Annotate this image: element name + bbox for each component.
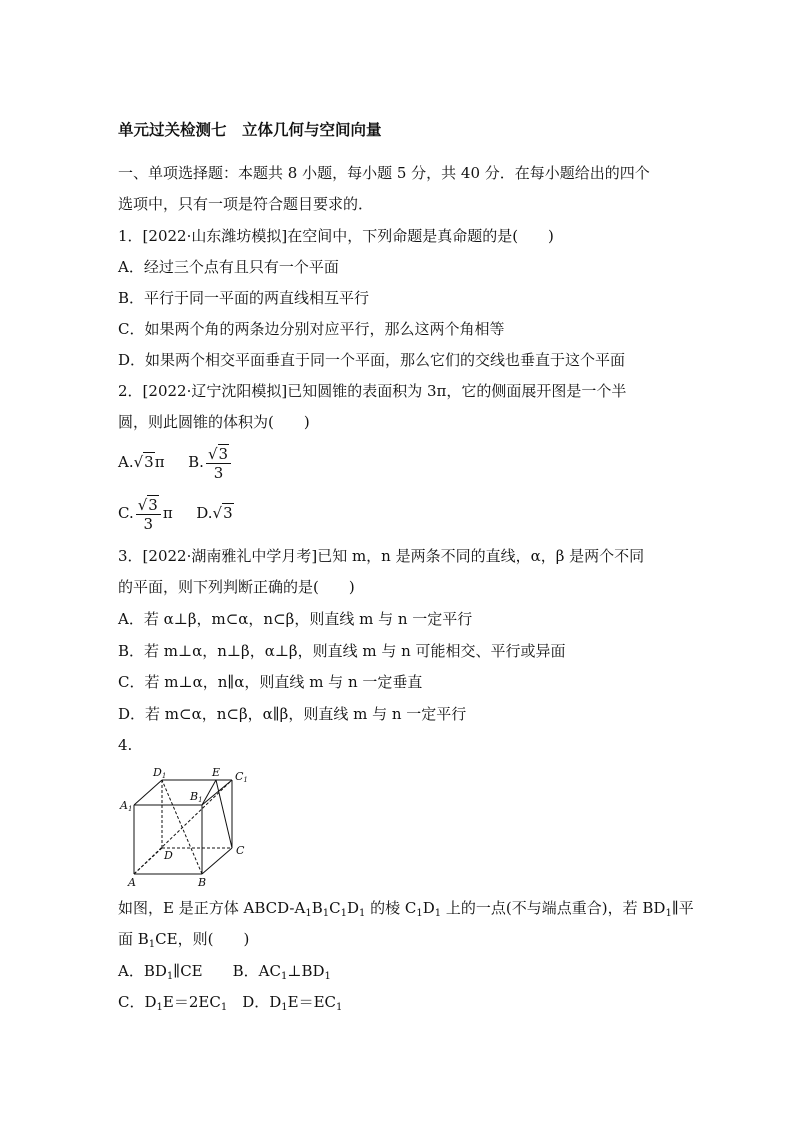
- q3-stem-line2: 的平面，则下列判断正确的是( ): [118, 578, 355, 596]
- q2-options-cd: [118, 494, 234, 533]
- q2-option-b-label: B.: [188, 453, 204, 471]
- q2-stem-line1: 2．[2022·辽宁沈阳模拟]已知圆锥的表面积为 3π，它的侧面展开图是一个半: [118, 382, 627, 400]
- q2-option-a-pi: π: [154, 453, 165, 471]
- q3-option-a: A．若 α⊥β，m⊂α，n⊂β，则直线 m 与 n 一定平行: [118, 610, 473, 628]
- section-instruction-line1: 一、单项选择题：本题共 8 小题，每小题 5 分，共 40 分．在每小题给出的四个: [118, 164, 650, 182]
- q2-option-c-label: C.: [118, 504, 134, 522]
- label-a1: A1: [120, 799, 133, 813]
- label-c1: C1: [235, 770, 248, 784]
- q3-option-b: B．若 m⊥α，n⊥β，α⊥β，则直线 m 与 n 可能相交、平行或异面: [118, 642, 566, 660]
- hidden-ac1: [134, 780, 232, 874]
- segment-ec: [216, 780, 232, 848]
- q4-options-ab: A．$BD_1\parallel CE$ B．$AC_1\perp BD_1$: [118, 962, 331, 982]
- q2-options-ab: [118, 443, 233, 482]
- q1-stem: 1．[2022·山东潍坊模拟]在空间中，下列命题是真命题的是( ): [118, 227, 554, 245]
- label-d1: D1: [153, 766, 167, 780]
- label-e: E: [212, 766, 221, 779]
- label-b: B: [198, 876, 207, 889]
- q2-stem-line2: 圆，则此圆锥的体积为( ): [118, 413, 310, 431]
- q3-stem-line1: 3．[2022·湖南雅礼中学月考]已知 m，n 是两条不同的直线，α，β 是两个不同: [118, 547, 645, 565]
- q4-options-cd: C．$D_1E=2EC_1$ D．$D_1E=EC_1$: [118, 993, 343, 1013]
- section-instruction-line2: 选项中，只有一项是符合题目要求的．: [118, 195, 374, 213]
- q1-option-d: D．如果两个相交平面垂直于同一个平面，那么它们的交线也垂直于这个平面: [118, 351, 626, 369]
- q1-option-b: B．平行于同一平面的两直线相互平行: [118, 289, 370, 307]
- q2-option-a-sqrt: √3: [133, 453, 154, 471]
- page-title: 单元过关检测七 立体几何与空间向量: [118, 121, 382, 139]
- label-c: C: [236, 844, 245, 857]
- q2-option-d-sqrt: √3: [212, 504, 233, 522]
- q4-number: 4.: [118, 736, 133, 754]
- q4-stem-line1: 如图，E 是正方体 ABCD-$A_1B_1C_1D_1$ 的棱 $C_1D_1$ 上的一点(不与端点重合)，若 $BD_1\parallel$平: [118, 899, 694, 919]
- q4-stem-line2: 面 $B_1CE$，则( ): [118, 930, 250, 950]
- q1-option-a: A．经过三个点有且只有一个平面: [118, 258, 339, 276]
- q2-option-b-fraction: $\frac{√3}{3}$: [206, 445, 231, 482]
- edge-a1d1: [134, 780, 162, 805]
- label-d: D: [164, 849, 173, 862]
- q2-option-a-label: A.: [118, 453, 134, 471]
- q3-option-d: D．若 m⊂α，n⊂β，α∥β，则直线 m 与 n 一定平行: [118, 705, 467, 723]
- q3-option-c: C．若 m⊥α，n∥α，则直线 m 与 n 一定垂直: [118, 673, 423, 691]
- q2-option-c-fraction: $\frac{√3}{3}$: [136, 496, 161, 533]
- cube-figure: [118, 762, 258, 890]
- q2-option-c-pi: π: [162, 504, 173, 522]
- segment-b1e: [202, 780, 216, 805]
- edge-cb: [202, 848, 232, 874]
- q2-option-d-label: D.: [196, 504, 213, 522]
- label-a: A: [128, 876, 136, 889]
- q1-option-c: C．如果两个角的两条边分别对应平行，那么这两个角相等: [118, 320, 505, 338]
- label-b1: B1: [190, 790, 203, 804]
